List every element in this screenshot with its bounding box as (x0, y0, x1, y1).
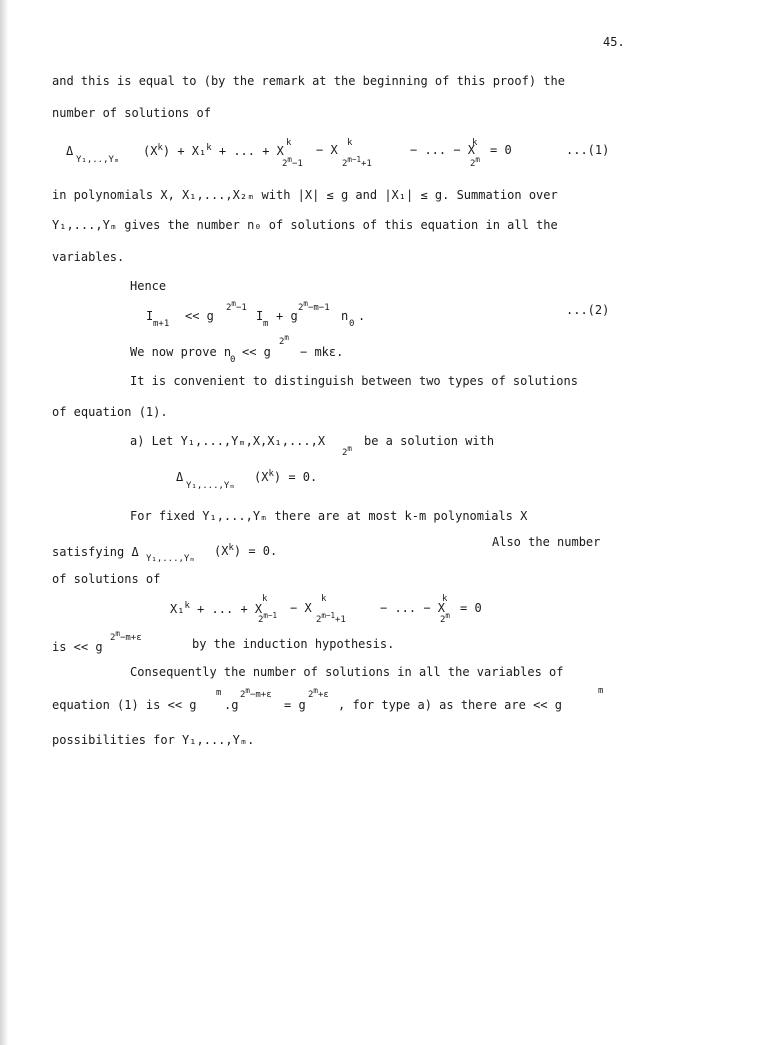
paragraph-2-line-1: in polynomials X, X₁,...,X₂ₘ with |X| ≤ g and |X₁| ≤ g. Summation over (52, 188, 558, 202)
page-number: 45. (603, 35, 625, 49)
paragraph-1-line-2: number of solutions of (52, 106, 211, 120)
paragraph-1-line-1: and this is equal to (by the remark at the beginning of this proof) the (52, 74, 565, 88)
of-solutions-of: of solutions of (52, 572, 161, 586)
paragraph-2-line-3: variables. (52, 250, 125, 264)
scan-edge-shadow (0, 0, 8, 1045)
paragraph-2-line-2: Y₁,...,Yₘ gives the number n₀ of solutions of this equation in all the (52, 218, 558, 232)
induction-hypothesis: by the induction hypothesis. (192, 637, 395, 651)
paragraph-3-line-1: It is convenient to distinguish between two types of solutions (130, 374, 578, 388)
equation-2-label: ...(2) (566, 303, 610, 317)
also-the-number: Also the number (492, 535, 601, 549)
consequently-line-3: possibilities for Y₁,...,Yₘ. (52, 733, 255, 747)
paragraph-3-line-2: of equation (1). (52, 405, 168, 419)
fixed-statement: For fixed Y₁,...,Yₘ there are at most k-m polynomials X (130, 509, 528, 523)
consequently-line-1: Consequently the number of solutions in all the variables of (130, 665, 564, 679)
equation-1-label: ...(1) (566, 143, 610, 157)
hence-label: Hence (130, 279, 167, 293)
